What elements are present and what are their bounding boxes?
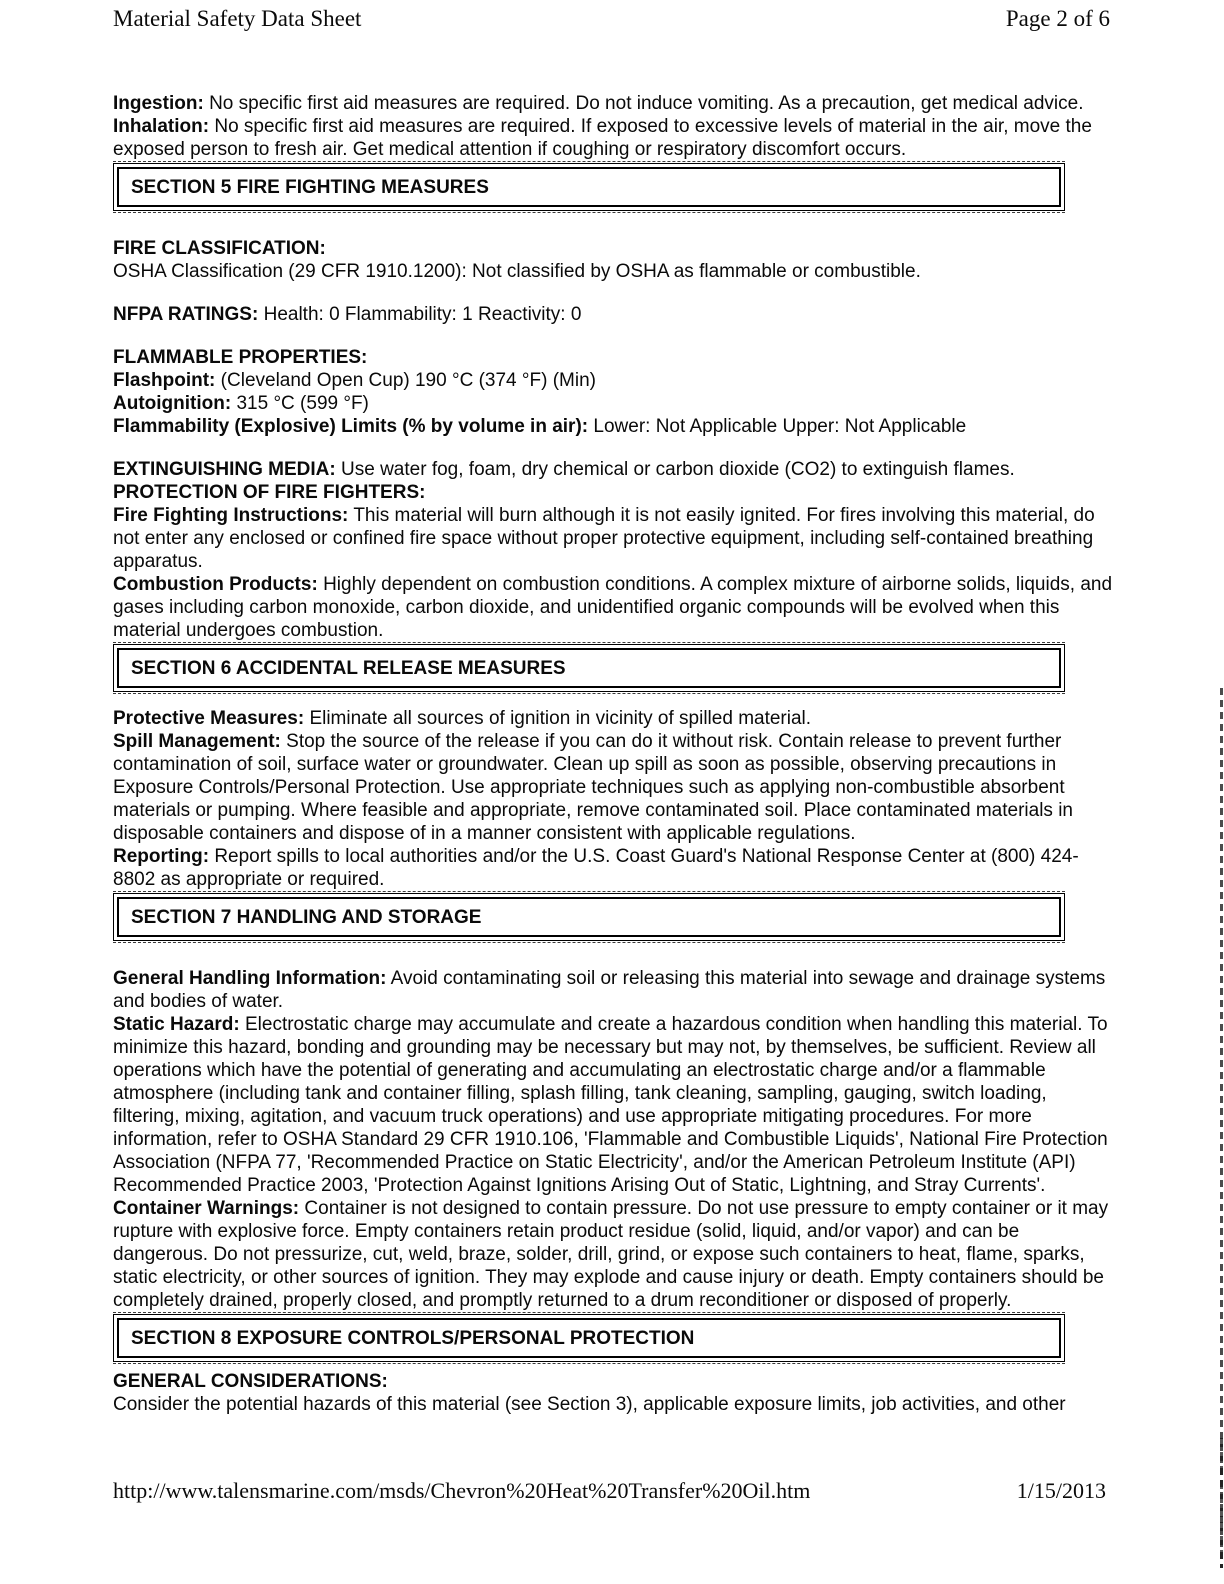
- autoignition-text: 315 °C (599 °F): [236, 393, 369, 414]
- protection-of-fire-fighters-heading: PROTECTION OF FIRE FIGHTERS:: [113, 482, 426, 503]
- section-8-outer-border: [113, 1314, 1065, 1362]
- inhalation-paragraph: [113, 115, 1113, 161]
- page-number: Page 2 of 6: [1005, 6, 1110, 31]
- reporting-paragraph: [113, 845, 1113, 891]
- general-considerations-text: Consider the potential hazards of this material (see Section 3), applicable exposure limits, job activities, and other: [113, 1394, 1066, 1415]
- container-warnings-paragraph: [113, 1197, 1113, 1312]
- section-7-header-box: [113, 891, 1065, 943]
- section-5-header-box: [113, 161, 1065, 213]
- section-6-title: SECTION 6 ACCIDENTAL RELEASE MEASURES: [117, 648, 1061, 688]
- ingestion-label: Ingestion:: [113, 93, 204, 114]
- section-7-title: SECTION 7 HANDLING AND STORAGE: [117, 897, 1061, 937]
- extinguishing-media-paragraph: [113, 458, 1113, 481]
- nfpa-ratings-label: NFPA RATINGS:: [113, 304, 259, 325]
- combustion-products-text: Highly dependent on combustion conditions. A complex mixture of airborne solids, liquids, and gases including carbon monoxide, carbon dioxide, and unidentified organic compounds will be evolved when this material undergoes combustion.: [113, 574, 1113, 641]
- static-hazard-label: Static Hazard:: [113, 1014, 240, 1035]
- section-5-title: SECTION 5 FIRE FIGHTING MEASURES: [117, 167, 1061, 207]
- general-handling-text: Avoid contaminating soil or releasing this material into sewage and drainage systems and bodies of water.: [113, 968, 1106, 1012]
- static-hazard-text: Electrostatic charge may accumulate and create a hazardous condition when handling this material. To minimize this hazard, bonding and grounding may be necessary but may not, by themselves, be sufficient. Review all operations which have the potential of generating and accumulating an electrostatic charge and/or a flammable atmosphere (including tank and container filling, splash filling, tank cleaning, sampling, gauging, switch loading, filtering, mixing, agitation, and vacuum truck operations) and use appropriate mitigating procedures. For more information, refer to OSHA Standard 29 CFR 1910.106, 'Flammable and Combustible Liquids', National Fire Protection Association (NFPA 77, 'Recommended Practice on Static Electricity', and/or the American Petroleum Institute (API) Recommended Practice 2003, 'Protection Against Ignitions Arising Out of Static, Lightning, and Stray Currents'.: [113, 1014, 1108, 1196]
- spill-management-paragraph: [113, 730, 1113, 845]
- reporting-text: Report spills to local authorities and/or the U.S. Coast Guard's National Response Center at (800) 424-8802 as appropriate or required.: [113, 846, 1079, 890]
- protective-measures-paragraph: [113, 707, 1113, 730]
- flammability-limits-text: Lower: Not Applicable Upper: Not Applicable: [593, 416, 967, 437]
- extinguishing-media-text: Use water fog, foam, dry chemical or carbon dioxide (CO2) to extinguish flames.: [341, 459, 1015, 480]
- page-header: [113, 6, 1110, 32]
- protective-measures-text: Eliminate all sources of ignition in vicinity of spilled material.: [309, 708, 812, 729]
- combustion-products-label: Combustion Products:: [113, 574, 318, 595]
- section-7-outer-border: [113, 893, 1065, 941]
- ingestion-text: No specific first aid measures are required. Do not induce vomiting. As a precaution, get medical advice.: [209, 93, 1084, 114]
- container-warnings-label: Container Warnings:: [113, 1198, 300, 1219]
- flashpoint-paragraph: [113, 369, 1113, 392]
- document-body: [113, 92, 1113, 1416]
- scan-artifact-line-bottom: [1220, 1438, 1223, 1568]
- protective-measures-label: Protective Measures:: [113, 708, 305, 729]
- flashpoint-label: Flashpoint:: [113, 370, 216, 391]
- ingestion-paragraph: [113, 92, 1113, 115]
- autoignition-paragraph: [113, 392, 1113, 415]
- nfpa-ratings-paragraph: [113, 303, 1113, 326]
- static-hazard-paragraph: [113, 1013, 1113, 1197]
- scan-artifact-line: [1220, 688, 1223, 1568]
- fire-fighting-instructions-text: This material will burn although it is not easily ignited. For fires involving this material, do not enter any enclosed or confined fire space without proper protective equipment, including self-contained breathing apparatus.: [113, 505, 1095, 572]
- container-warnings-text: Container is not designed to contain pressure. Do not use pressure to empty container or it may rupture with explosive force. Empty containers retain product residue (solid, liquid, and/or vapor) and can be dangerous. Do not pressurize, cut, weld, braze, solder, drill, grind, or expose such containers to heat, flame, sparks, static electricity, or other sources of ignition. They may explode and cause injury or death. Empty containers should be completely drained, properly closed, and promptly returned to a drum reconditioner or disposed of properly.: [113, 1198, 1109, 1311]
- extinguishing-media-label: EXTINGUISHING MEDIA:: [113, 459, 336, 480]
- inhalation-text: No specific first aid measures are required. If exposed to excessive levels of material in the air, move the exposed person to fresh air. Get medical attention if coughing or respiratory discomfort occurs.: [113, 116, 1092, 160]
- general-handling-label: General Handling Information:: [113, 968, 387, 989]
- fire-fighting-instructions-paragraph: [113, 504, 1113, 573]
- section-6-header-box: [113, 642, 1065, 694]
- nfpa-ratings-text: Health: 0 Flammability: 1 Reactivity: 0: [263, 304, 582, 325]
- section-5-outer-border: [113, 163, 1065, 211]
- autoignition-label: Autoignition:: [113, 393, 232, 414]
- general-handling-paragraph: [113, 967, 1113, 1013]
- osha-classification-text: OSHA Classification (29 CFR 1910.1200): Not classified by OSHA as flammable or combustible.: [113, 261, 921, 282]
- flammable-properties-heading: FLAMMABLE PROPERTIES:: [113, 347, 368, 368]
- section-6-outer-border: [113, 644, 1065, 692]
- combustion-products-paragraph: [113, 573, 1113, 642]
- fire-fighting-instructions-label: Fire Fighting Instructions:: [113, 505, 349, 526]
- footer-url: http://www.talensmarine.com/msds/Chevron%20Heat%20Transfer%20Oil.htm: [113, 1478, 811, 1503]
- flammability-limits-paragraph: [113, 415, 1113, 438]
- document-title: Material Safety Data Sheet: [113, 6, 362, 31]
- inhalation-label: Inhalation:: [113, 116, 210, 137]
- section-8-header-box: [113, 1312, 1065, 1364]
- section-8-title: SECTION 8 EXPOSURE CONTROLS/PERSONAL PROTECTION: [117, 1318, 1061, 1358]
- reporting-label: Reporting:: [113, 846, 210, 867]
- footer-date: 1/15/2013: [1016, 1478, 1106, 1503]
- page-footer: [113, 1478, 1110, 1504]
- spill-management-label: Spill Management:: [113, 731, 281, 752]
- fire-classification-heading: FIRE CLASSIFICATION:: [113, 238, 326, 259]
- flashpoint-text: (Cleveland Open Cup) 190 °C (374 °F) (Min): [220, 370, 596, 391]
- spill-management-text: Stop the source of the release if you can do it without risk. Contain release to prevent further contamination of soil, surface water or groundwater. Clean up spill as soon as possible, observing precautions in Exposure Controls/Personal Protection. Use appropriate techniques such as applying non-combustible absorbent materials or pumping. Where feasible and appropriate, remove contaminated soil. Place contaminated materials in disposable containers and dispose of in a manner consistent with applicable regulations.: [113, 731, 1073, 844]
- general-considerations-heading: GENERAL CONSIDERATIONS:: [113, 1371, 388, 1392]
- flammability-limits-label: Flammability (Explosive) Limits (% by volume in air):: [113, 416, 589, 437]
